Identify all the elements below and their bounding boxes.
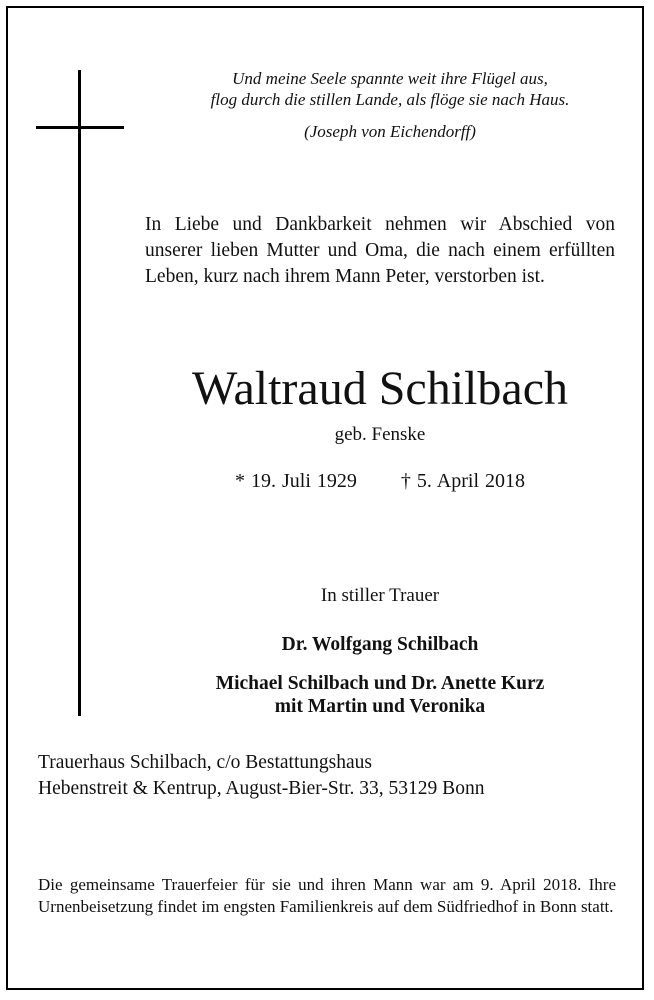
deceased-name: Waltraud Schilbach: [191, 362, 568, 415]
mourning-heading: In stiller Trauer: [320, 585, 440, 606]
obituary-border: [6, 6, 644, 990]
address-line-2: Hebenstreit & Kentrup, August-Bier-Str. 33, 53129 Bonn: [38, 778, 485, 799]
cross-vertical-bar: [78, 70, 81, 716]
quote-line-2: flog durch die stillen Lande, als flöge sie nach Haus.: [210, 90, 570, 109]
mourner-family: [130, 672, 630, 718]
funeral-home-address: [38, 750, 618, 802]
birth-name: geb. Fenske: [334, 424, 426, 445]
quote-line-1: Und meine Seele spannte weit ihre Flügel aus,: [232, 69, 548, 88]
address-line-1: Trauerhaus Schilbach, c/o Bestattungshaus: [38, 752, 372, 773]
mourner-family-line-2: mit Martin und Veronika: [274, 696, 486, 717]
life-dates: [130, 470, 630, 493]
mourner-name: Dr. Wolfgang Schilbach: [281, 634, 479, 655]
poem-quote: [130, 68, 650, 142]
death-date: † 5. April 2018: [400, 470, 526, 492]
funeral-notice: Die gemeinsame Trauerfeier für sie und ihren Mann war am 9. April 2018. Ihre Urnenbeisetzung findet im engsten Familienkreis auf dem Südfriedhof in Bonn statt.: [38, 875, 616, 916]
birth-date: * 19. Juli 1929: [234, 470, 357, 492]
mourner-family-line-1: Michael Schilbach und Dr. Anette Kurz: [215, 673, 545, 694]
cross-horizontal-bar: [36, 126, 124, 129]
quote-author: (Joseph von Eichendorff): [304, 122, 476, 141]
intro-text: In Liebe und Dankbarkeit nehmen wir Abschied von unserer lieben Mutter und Oma, die nach einem erfüllten Leben, kurz nach ihrem Mann Peter, verstorben ist.: [145, 214, 615, 287]
